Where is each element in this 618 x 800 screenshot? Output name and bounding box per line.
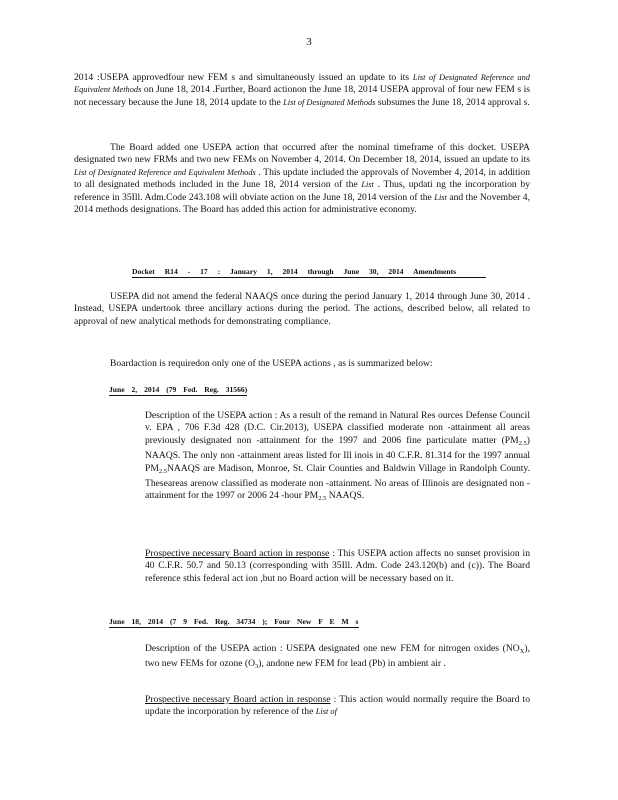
italic-title: List of [315, 707, 337, 717]
paragraph-board-added [74, 142, 530, 216]
paragraph-board-action: Boardaction is requiredon only one of the USEPA actions , as is summarized below: [110, 358, 433, 369]
text: Description of the USEPA action : As a result of the remand in Natural Res ources Defense Council v. EPA , 706 F.3d 428 (D.C. Cir.2013), USEPA classified moderate non -attainment all areas previously designated non -attainment for the 1997 and 2006 fine particulate matter (PM [145, 410, 530, 446]
italic-title: List of Designated Reference and Equivalent Methods [74, 167, 256, 177]
text: and the November 4, 2014 methods designations. The Board has added this action for administrative economy. [74, 191, 530, 216]
italic-title: List [434, 192, 447, 202]
text: subsumes the June 18, 2014 approval s. [375, 96, 530, 108]
subscript: 2.5 [518, 439, 527, 447]
text: . This update included the approvals of November 4, 2014, in addition to all designated methods included in the June 18, 2014 version of the [74, 166, 530, 191]
text: NAAQS are Madison, Monroe, St. Clair Counties and Baldwin Village in Randolph County. Theseareas arenow classified as moderate non -attainment. No areas of Illinois are designated non -attainment for the 1997 or 2006 24 -hour PM [145, 462, 530, 502]
italic-title: List of Designated Methods [283, 97, 376, 107]
text: : This action would normally require the Board to update the incorporation by reference of the [145, 694, 530, 718]
paragraph-usepa-actions: USEPA did not amend the federal NAAQS once during the period January 1, 2014 through June 30, 2014 . Instead, USEPA undertook three ancillary actions during the period. The actions, described below, all related to approval of new analytical methods for demonstrating compliance. [74, 291, 530, 327]
text: on June 18, 2014 .Further, Board actionon the June 18, 2014 USEPA approval of four new FEM s is not necessary because the June 18, 2014 update to the [74, 84, 530, 108]
subscript: 2.5 [318, 495, 327, 503]
response-label: Prospective necessary Board action in response [145, 694, 331, 705]
subscript: 2.5 [158, 467, 167, 475]
text: : This USEPA action affects no sunset provision in 40 C.F.R. 50.7 and 50.13 (corresponding with 35Ill. Adm. Code 243.120(b) and (c)). The Board reference sthis federal act ion ,but no Board action will be necessary based on it. [145, 548, 530, 584]
text: The Board added one USEPA action that occurred after the nominal timeframe of this docket. USEPA designated two new FRMs and two new FEMs on November 4, 2014. On December 18, 2014, issued an update to its [74, 142, 530, 166]
text: ), two new FEMs for ozone (O [145, 643, 530, 670]
italic-title: List [361, 180, 374, 190]
paragraph-intro [74, 72, 530, 109]
text: ), andone new FEM for lead (Pb) in ambient air . [258, 658, 446, 670]
response-june-2 [145, 548, 530, 585]
heading-june-2: June 2, 2014 (79 Fed. Reg. 31566) [109, 385, 248, 394]
description-june-2 [145, 410, 530, 506]
text: NAAQS. [326, 490, 365, 502]
subscript: X [519, 648, 525, 655]
heading-june-18: June 18, 2014 (7 9 Fed. Reg. 34734 ); Four New F E M s [109, 617, 359, 626]
response-label: Prospective necessary Board action in response [145, 548, 330, 559]
text: ) NAAQS. The only non -attainment areas listed for Ill inois in 40 C.F.R. 81.314 for the 1997 annual PM [145, 434, 530, 474]
text: Description of the USEPA action : USEPA designated one new FEM for nitrogen oxides (NO [145, 643, 520, 654]
response-june-18 [145, 694, 530, 719]
text: . Thus, updati ng the incorporation by reference in 35Ill. Adm.Code 243.108 will obviate action on the June 18, 2014 version of the [74, 179, 530, 203]
docket-heading: Docket R14 - 17 : January 1, 2014 through June 30, 2014 Amendments [132, 267, 486, 278]
text: 2014 :USEPA approvedfour new FEM s and simultaneously issued an update to its [74, 72, 413, 83]
subscript: 3 [255, 663, 259, 671]
description-june-18 [145, 643, 530, 674]
italic-title: List of Designated Reference and Equivalent Methods [74, 73, 530, 95]
page-number: 3 [306, 36, 312, 48]
